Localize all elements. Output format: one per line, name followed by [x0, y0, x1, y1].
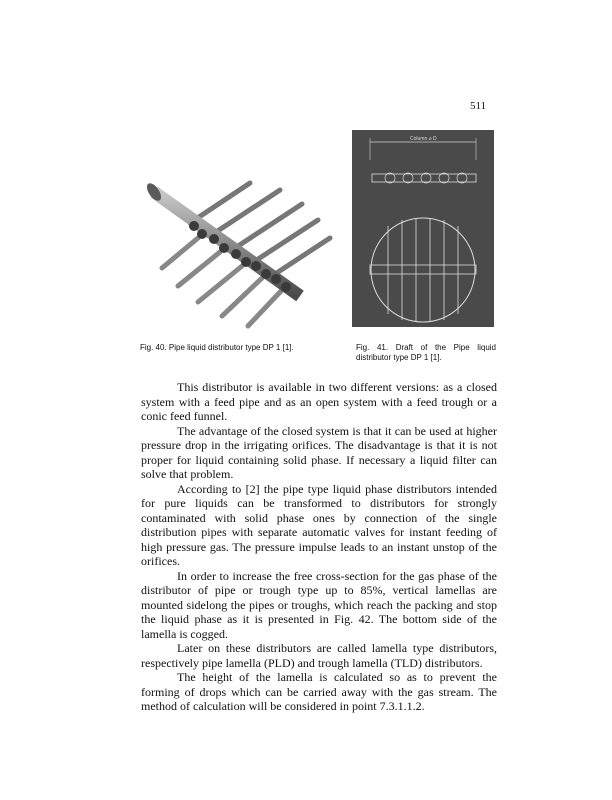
paragraph: This distributor is available in two different versions: as a closed system with a feed pipe and as an open system with a feed trough or a conic feed funnel.	[141, 380, 497, 423]
paragraph: Later on these distributors are called lamella type distributors, respectively pipe lamella (PLD) and trough lamella (TLD) distributors.	[141, 641, 497, 670]
flanges	[189, 221, 291, 292]
paragraph: According to [2] the pipe type liquid phase distributors intended for pure liquids can be transformed to distributors for strongly contaminated with solid phase ones by connection of the single distribution pipes with separate automatic valves for instant feeding of high pressure gas. The pressure impulse leads to an instant unstop of the orifices.	[141, 481, 497, 568]
dimension-label: Column ⌀ D	[410, 136, 437, 142]
paragraph: The height of the lamella is calculated so as to prevent the forming of drops which can be carried away with the gas stream. The method of calculation will be considered in point 7.3.1.1.2.	[141, 670, 497, 713]
figure-41-caption: Fig. 41. Draft of the Pipe liquid distributor type DP 1 [1].	[356, 343, 496, 362]
paragraph: The advantage of the closed system is that it can be used at higher pressure drop in the irrigating orifices. The disadvantage is that it is not proper for liquid containing solid phase. If necessary a liquid filter can solve that problem.	[141, 423, 497, 481]
pipe-distributor-figure	[140, 168, 340, 333]
distributor-draft-figure	[352, 130, 494, 327]
page-number: 511	[470, 100, 487, 112]
paragraph: In order to increase the free cross-section for the gas phase of the distributor of pipe or trough type up to 85%, vertical lamellas are mounted sidelong the pipes or troughs, which reach the packing and stop the liquid phase as it is presented in Fig. 42. The bottom side of the lamella is cogged.	[141, 568, 497, 641]
body-text	[141, 380, 497, 714]
figure-40-caption: Fig. 40. Pipe liquid distributor type DP 1 [1].	[140, 343, 294, 352]
